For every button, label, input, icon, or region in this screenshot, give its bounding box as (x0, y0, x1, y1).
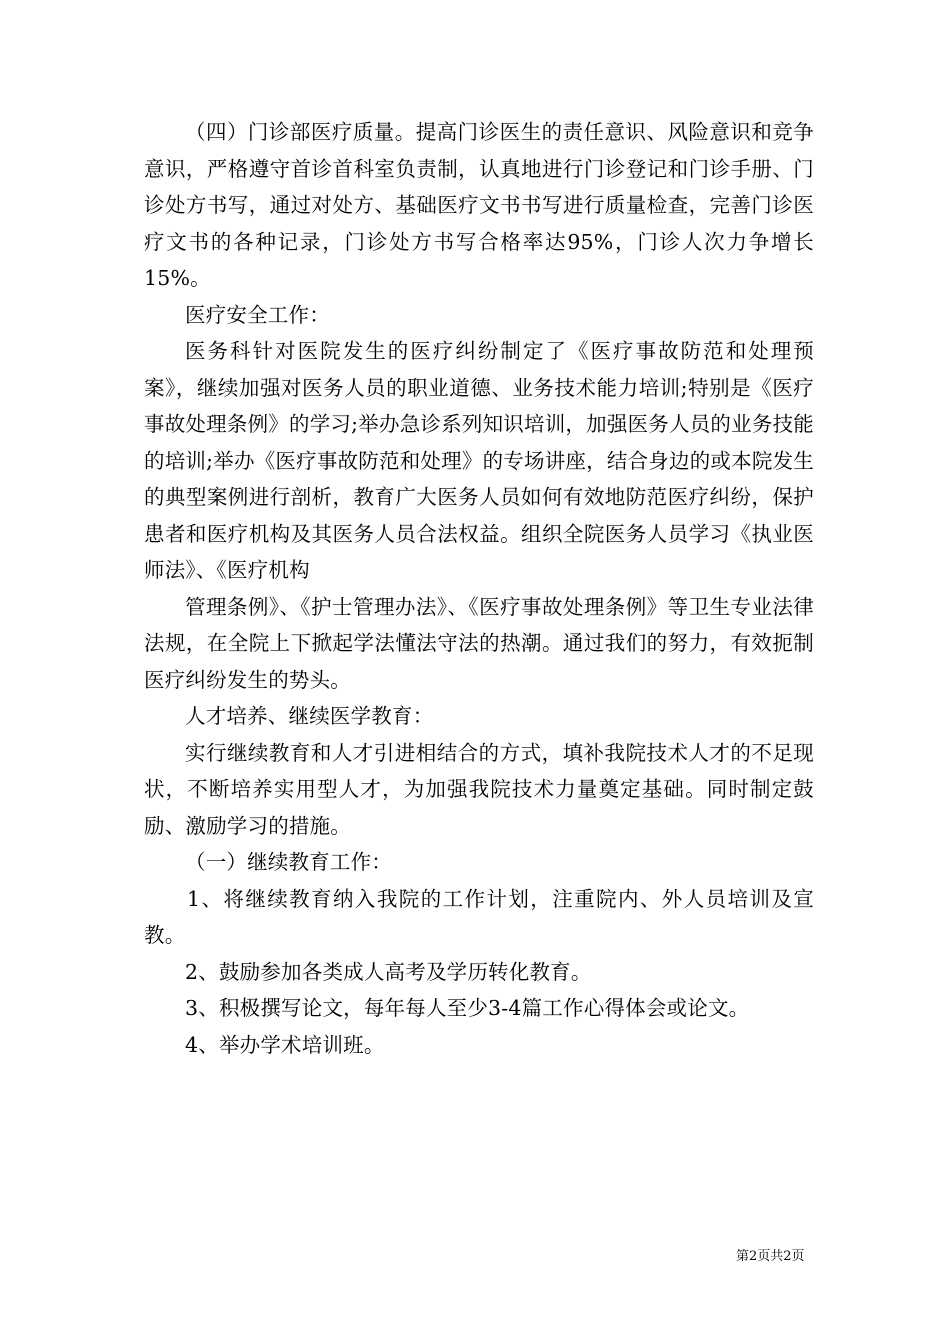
heading-talent-training: 人才培养、继续医学教育： (185, 704, 434, 728)
heading-continuing-education: （一）继续教育工作： (185, 850, 392, 874)
list-item-1: 1、将继续教育纳入我院的工作计划，注重院内、外人员培训及宣教。 (144, 886, 814, 947)
list-item-3: 3、积极撰写论文，每年每人至少3-4篇工作心得体会或论文。 (185, 996, 750, 1020)
page-number-footer: 第2页共2页 (736, 1249, 805, 1264)
paragraph-talent-training: 实行继续教育和人才引进相结合的方式，填补我院技术人才的不足现状，不断培养实用型人才，为加强我院技术力量奠定基础。同时制定鼓励、激励学习的措施。 (144, 740, 814, 838)
list-item-2: 2、鼓励参加各类成人高考及学历转化教育。 (185, 959, 592, 984)
list-item-4: 4、举办学术培训班。 (185, 1032, 385, 1057)
heading-medical-safety: 医疗安全工作： (185, 302, 330, 327)
paragraph-medical-safety: 医务科针对医院发生的医疗纠纷制定了《医疗事故防范和处理预案》，继续加强对医务人员的职业道德、业务技术能力培训;特别是《医疗事故处理条例》的学习;举办急诊系列知识培训，加强医务人员的业务技能的培训;举办《医疗事故防范和处理》的专场讲座，结合身边的或本院发生的典型案例进行剖析，教育广大医务人员如何有效地防范医疗纠纷，保护患者和医疗机构及其医务人员合法权益。组织全院医务人员学习《执业医师法》、《医疗机构 (144, 339, 814, 582)
paragraph-outpatient-quality: （四）门诊部医疗质量。提高门诊医生的责任意识、风险意识和竞争意识，严格遵守首诊首科室负责制，认真地进行门诊登记和门诊手册、门诊处方书写，通过对处方、基础医疗文书书写进行质量检查，完善门诊医疗文书的各种记录，门诊处方书写合格率达95%，门诊人次力争增长15%。 (144, 120, 814, 290)
paragraph-regulations: 管理条例》、《护士管理办法》、《医疗事故处理条例》等卫生专业法律法规，在全院上下掀起学法懂法守法的热潮。通过我们的努力，有效扼制医疗纠纷发生的势头。 (144, 594, 814, 692)
document-body (144, 114, 814, 1063)
